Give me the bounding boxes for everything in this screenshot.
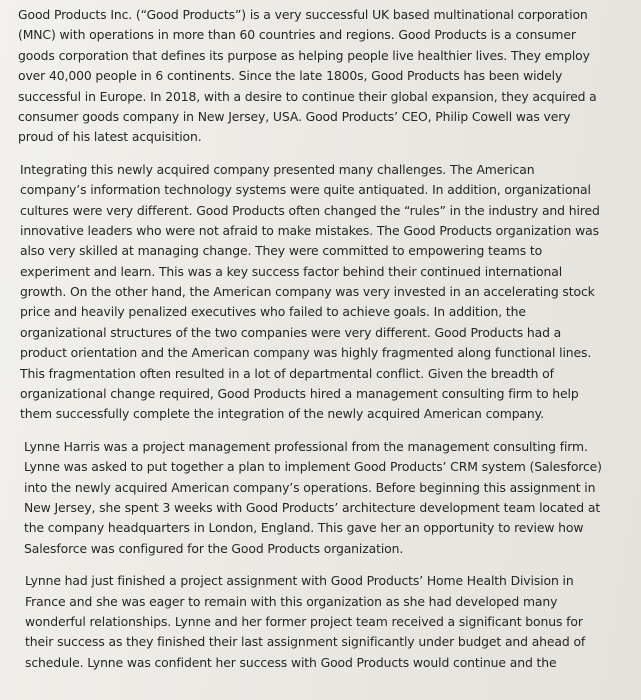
text-line: Good Products Inc. (“Good Products”) is a very successful UK based multinational corporation — [18, 7, 588, 22]
paragraph-company-overview — [18, 5, 623, 148]
text-line: price and heavily penalized executives who failed to achieve goals. In addition, the — [20, 304, 526, 320]
text-line: Lynne was asked to put together a plan to implement Good Products’ CRM system (Salesforce) — [24, 459, 602, 475]
text-line: goods corporation that defines its purpose as helping people live healthier lives. They employ — [18, 47, 590, 63]
text-line: innovative leaders who were not afraid to make mistakes. The Good Products organization was — [20, 222, 599, 238]
paragraph-lynne-harris-intro — [18, 437, 623, 559]
text-line: Lynne had just finished a project assignment with Good Products’ Home Health Division in — [25, 573, 574, 589]
text-line: organizational change required, Good Products hired a management consulting firm to help — [20, 386, 579, 402]
text-line: cultures were very different. Good Products often changed the “rules” in the industry and hired — [20, 202, 600, 218]
text-line: wonderful relationships. Lynne and her former project team received a significant bonus for — [25, 613, 583, 629]
text-line: growth. On the other hand, the American company was very invested in an accelerating stock — [20, 284, 595, 300]
text-line: over 40,000 people in 6 continents. Since the late 1800s, Good Products has been widely — [18, 68, 563, 84]
text-line: Lynne Harris was a project management professional from the management consulting firm. — [24, 438, 588, 454]
text-line: their success as they finished their last assignment significantly under budget and ahead of — [25, 634, 586, 650]
text-line: Salesforce was configured for the Good Products organization. — [24, 540, 404, 556]
text-line: proud of his latest acquisition. — [18, 129, 202, 145]
text-line: them successfully complete the integration of the newly acquired American company. — [20, 406, 544, 422]
paragraph-integration-challenges — [18, 160, 623, 425]
text-line: schedule. Lynne was confident her success with Good Products would continue and the — [25, 654, 557, 670]
text-line: consumer goods company in New Jersey, USA. Good Products’ CEO, Philip Cowell was very — [18, 108, 571, 124]
text-line: company’s information technology systems were quite antiquated. In addition, organizational — [20, 182, 591, 198]
text-line: (MNC) with operations in more than 60 countries and regions. Good Products is a consumer — [18, 27, 576, 43]
text-line: This fragmentation often resulted in a lot of departmental conflict. Given the breadth of — [20, 365, 554, 381]
text-line: France and she was eager to remain with this organization as she had developed many — [25, 593, 558, 609]
text-line: product orientation and the American company was highly fragmented along functional lines. — [20, 345, 592, 361]
text-line: experiment and learn. This was a key success factor behind their continued international — [20, 263, 563, 279]
text-line: Integrating this newly acquired company presented many challenges. The American — [20, 161, 535, 177]
text-line: successful in Europe. In 2018, with a desire to continue their global expansion, they acquired a — [18, 88, 597, 104]
text-line: also very skilled at managing change. They were committed to empowering teams to — [20, 243, 543, 259]
text-line: New Jersey, she spent 3 weeks with Good Products’ architecture development team located at — [24, 499, 601, 515]
text-line: into the newly acquired American company’s operations. Before beginning this assignment in — [24, 479, 596, 495]
text-line: the company headquarters in London, England. This gave her an opportunity to review how — [24, 520, 584, 536]
text-line: organizational structures of the two companies were very different. Good Products had a — [20, 324, 562, 340]
paragraph-lynne-previous-assignment — [18, 571, 623, 673]
